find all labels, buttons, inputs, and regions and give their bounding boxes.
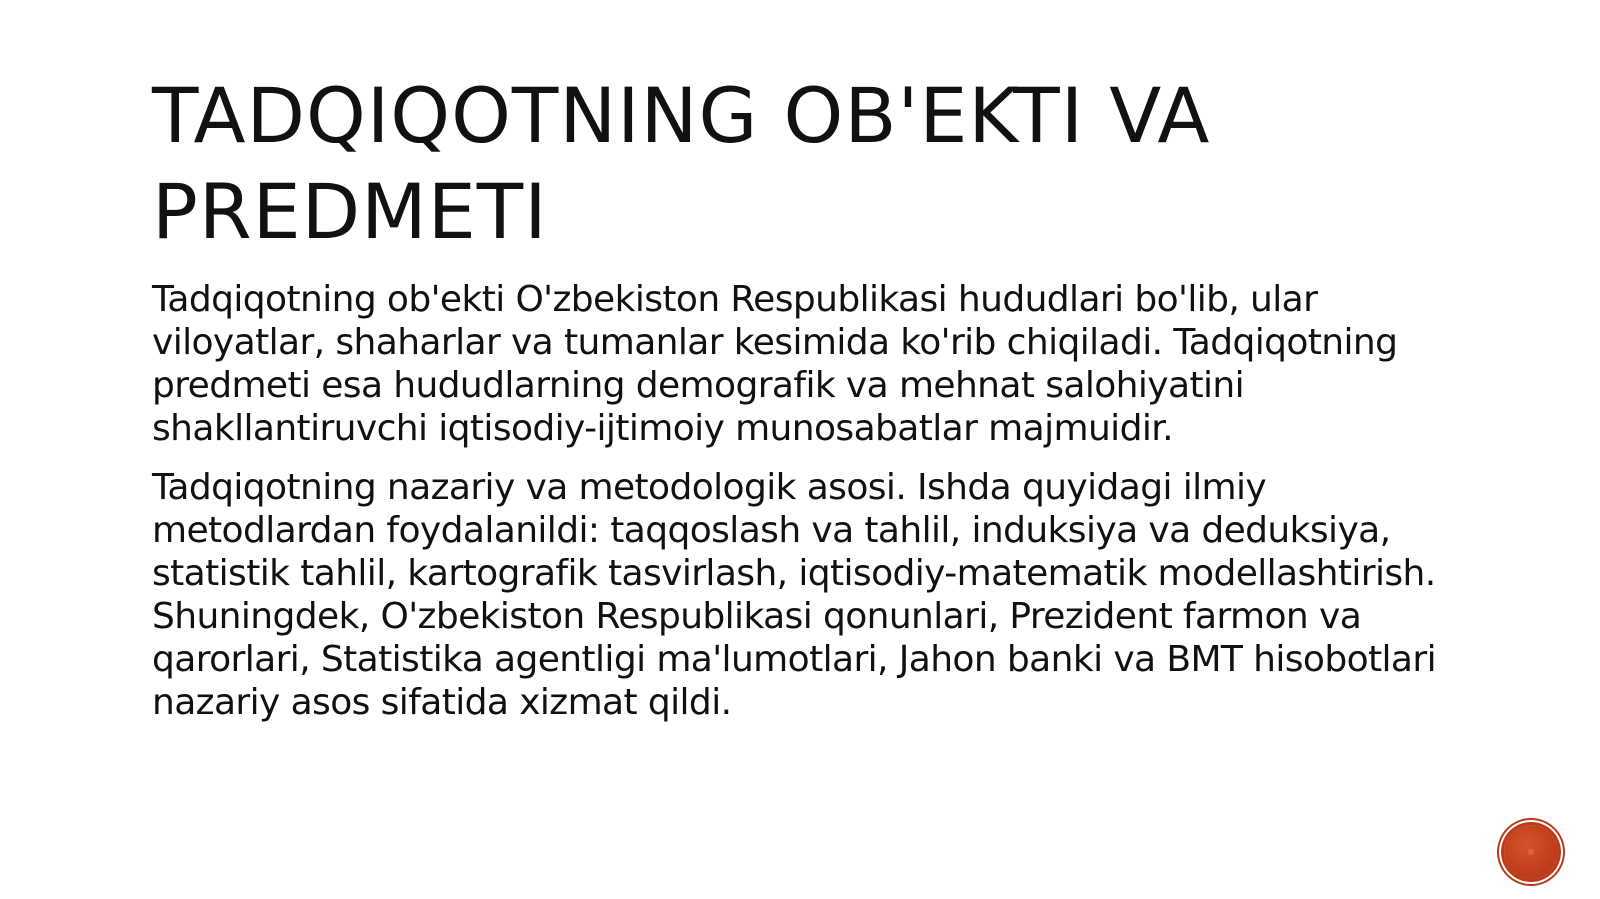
slide-body [152,278,1452,740]
paragraph-methodology: Tadqiqotning nazariy va metodologik asosi. Ishda quyidagi ilmiy metodlardan foydalanildi: taqqoslash va tahlil, induksiya va deduksiya, statistik tahlil, kartografik tasvirlash, iqtisodiy-matematik modellashtirish. Shuningdek, O'zbekiston Respublikasi qonunlari, Prezident farmon va qarorlari, Statistika agentligi ma'lumotlari, Jahon banki va BMT hisobotlari nazariy asos sifatida xizmat qildi. [152,467,1436,723]
slide-title: TADQIQOTNING OB'EKTI VA PREDMETI [152,71,1211,256]
slide-nav-button[interactable] [1504,825,1558,879]
paragraph-object-subject: Tadqiqotning ob'ekti O'zbekiston Respublikasi hududlari bo'lib, ular viloyatlar, shaharlar va tumanlar kesimida ko'rib chiqiladi. Tadqiqotning predmeti esa hududlarning demografik va mehnat salohiyatini shakllantiruvchi iqtisodiy-ijtimoiy munosabatlar majmuidir. [152,279,1398,449]
slide-nav-circle-icon [1517,838,1545,866]
